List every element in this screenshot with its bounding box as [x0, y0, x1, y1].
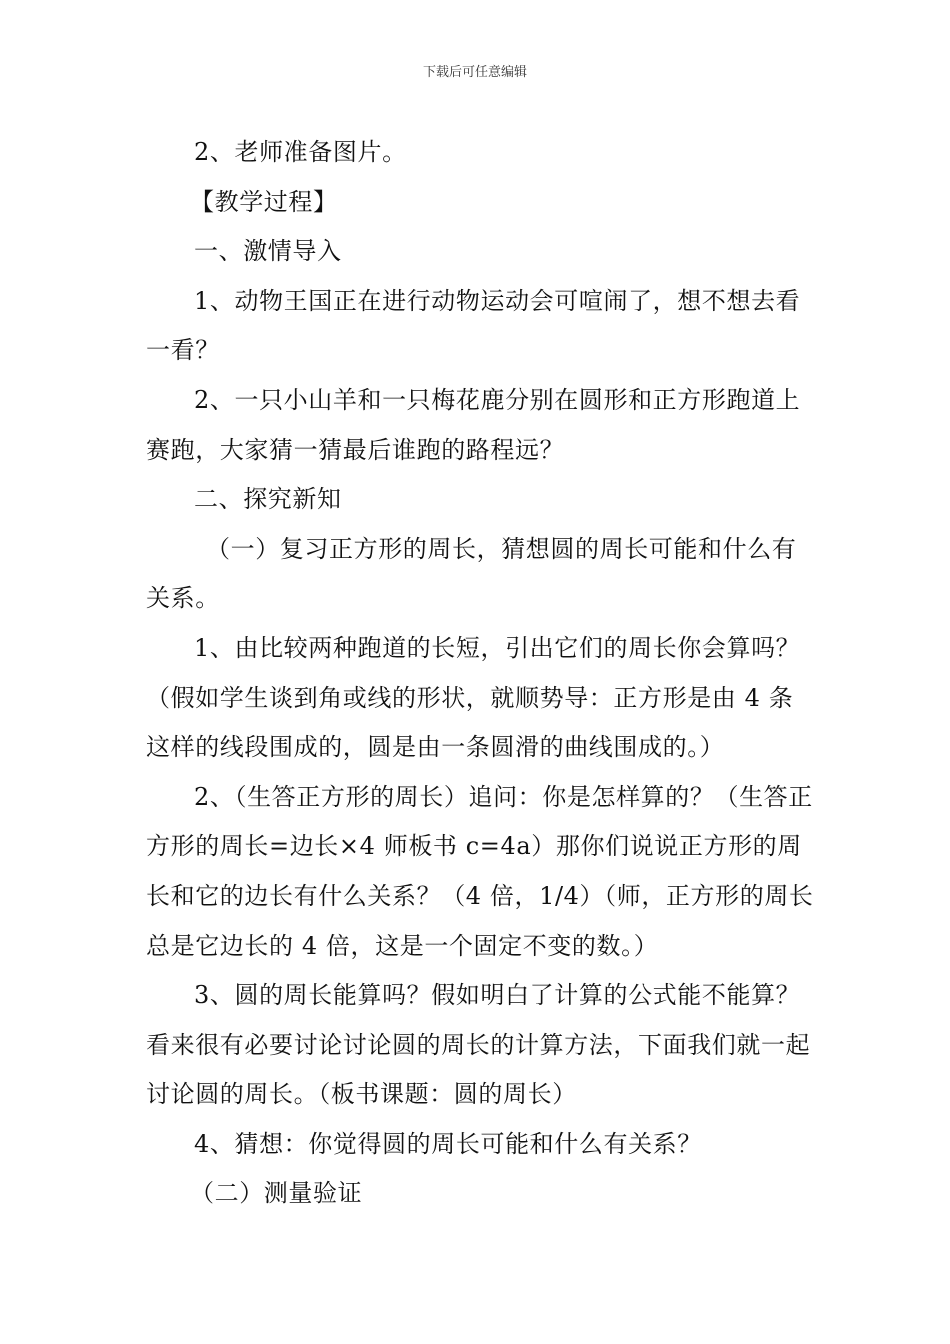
- paragraph-circle-perimeter: 3、圆的周长能算吗？假如明白了计算的公式能不能算？看来很有必要讨论讨论圆的周长的计算方法，下面我们就一起讨论圆的周长。（板书课题：圆的周长）: [146, 981, 811, 1109]
- section-heading-teaching-process: 【教学过程】: [190, 187, 338, 216]
- paragraph-compare-tracks: 1、由比较两种跑道的长短，引出它们的周长你会算吗？（假如学生谈到角或线的形状，就顺势导：正方形是由 4 条这样的线段围成的，圆是由一条圆滑的曲线围成的。）: [146, 633, 801, 762]
- paragraph-race-tracks: 2、一只小山羊和一只梅花鹿分别在圆形和正方形跑道上赛跑，大家猜一猜最后谁跑的路程远？: [146, 385, 801, 464]
- paragraph-animal-games: 1、动物王国正在进行动物运动会可喧闹了，想不想去看一看？: [146, 286, 801, 365]
- subsection-heading-review-square: （一）复习正方形的周长，猜想圆的周长可能和什么有关系。: [146, 534, 797, 613]
- paragraph-guess: 4、猜想：你觉得圆的周长可能和什么有关系？: [194, 1129, 702, 1158]
- section-heading-explore: 二、探究新知: [194, 485, 342, 514]
- subsection-heading-measure: （二）测量验证: [190, 1179, 363, 1208]
- paragraph-teacher-prepare: 2、老师准备图片。: [194, 138, 407, 166]
- page-header-note: 下载后可任意编辑: [422, 65, 527, 80]
- section-heading-intro: 一、激情导入: [194, 237, 342, 266]
- document-body: [146, 128, 814, 1219]
- paragraph-square-perimeter: 2、（生答正方形的周长）追问：你是怎样算的？（生答正方形的周长=边长×4 师板书 c=4a）那你们说说正方形的周长和它的边长有什么关系？（4 倍，1/4）（师，正方形的周长总是它边长的 4 倍，这是一个固定不变的数。）: [146, 782, 814, 960]
